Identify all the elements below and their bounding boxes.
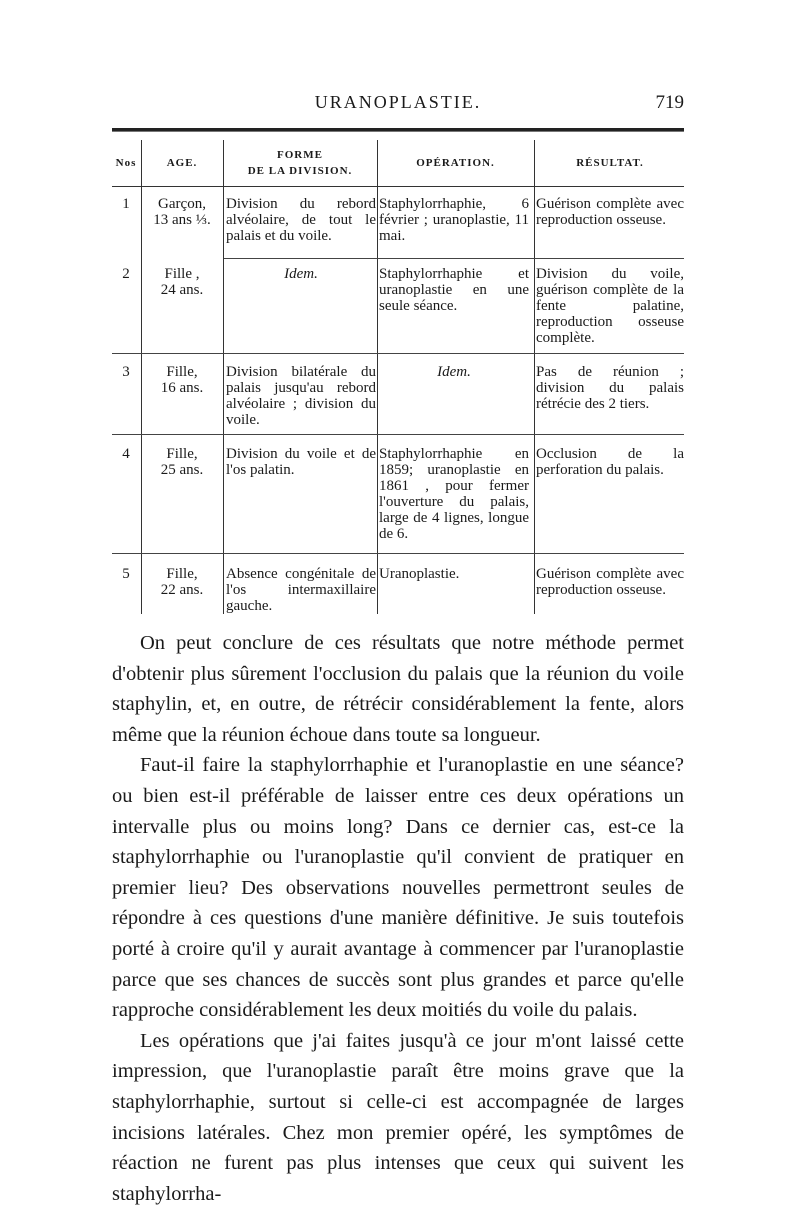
- header-form-line2: DE LA DIVISION.: [247, 165, 353, 177]
- row-result: Division du voile, guérison complète de la fente palatine, reproduction osseuse complète.: [536, 266, 684, 346]
- table-row: [112, 566, 684, 616]
- row-rule: [112, 553, 684, 554]
- age-line: Fille,: [166, 566, 198, 582]
- header-result: RÉSULTAT.: [576, 157, 644, 169]
- row-operation: Uranoplastie.: [379, 566, 460, 582]
- table-row: [112, 266, 684, 352]
- paragraph: On peut conclure de ces résultats que notre méthode permet d'obtenir plus sûrement l'occlusion du palais que la réunion du voile staphylin, et, en outre, de rétrécir considérablement la fente, alors même que la réunion échoue dans toute sa longueur.: [112, 632, 684, 746]
- row-number: 3: [122, 364, 130, 380]
- row-number: 1: [122, 196, 130, 212]
- row-number: 5: [122, 566, 130, 582]
- results-table: [112, 140, 684, 614]
- row-result: Occlusion de la perforation du palais.: [536, 446, 684, 478]
- row-number: 2: [122, 266, 130, 282]
- row-operation: Staphylorrhaphie, 6 février ; uranoplastie, 11 mai.: [379, 196, 529, 244]
- header-form-line1: FORME: [277, 149, 323, 161]
- row-age: [142, 566, 222, 598]
- header-rule: [112, 128, 684, 132]
- row-age: [142, 364, 222, 396]
- row-result: Guérison complète avec reproduction osseuse.: [536, 196, 684, 228]
- body-text: [112, 628, 684, 1209]
- header-age: AGE.: [166, 157, 198, 169]
- row-form: Division du rebord alvéolaire, de tout le palais et du voile.: [226, 196, 376, 244]
- header-form: [224, 140, 376, 186]
- row-operation: Staphylorrhaphie en 1859; uranoplastie en 1861 , pour fermer l'ouverture du palais, large de 4 lignes, longue de 6.: [379, 446, 529, 542]
- age-line: 24 ans.: [160, 282, 204, 298]
- age-line: Fille ,: [164, 266, 200, 282]
- table-row: [112, 364, 684, 434]
- row-age: [142, 266, 222, 298]
- header-operation: OPÉRATION.: [416, 157, 495, 169]
- row-rule: [224, 258, 684, 259]
- row-age: [142, 446, 222, 478]
- row-form: Division bilatérale du palais jusqu'au rebord alvéolaire ; division du voile.: [226, 364, 376, 428]
- row-form: Division du voile et de l'os palatin.: [226, 446, 376, 478]
- paragraph: Les opérations que j'ai faites jusqu'à ce jour m'ont laissé cette impression, que l'uranoplastie paraît être moins grave que la staphylorrhaphie, surtout si celle-ci est accompagnée de larges incisions latérales. Chez mon premier opéré, les symptômes de réaction ne furent pas plus intenses que ceux qui suivent les staphylorrha-: [112, 1029, 684, 1205]
- table-row: [112, 446, 684, 550]
- age-line: 16 ans.: [160, 380, 204, 396]
- table-header: [112, 140, 684, 187]
- paragraph: Faut-il faire la staphylorrhaphie et l'uranoplastie en une séance? ou bien est-il préférable de laisser entre ces deux opérations un intervalle plus ou moins long? Dans ce dernier cas, est-ce la staphylorrhaphie ou l'uranoplastie qu'il convient de pratiquer en premier lieu? Des observations nouvelles permettront seules de répondre à ces questions d'une manière définitive. Je suis toutefois porté à croire qu'il y aurait avantage à commencer par l'uranoplastie parce que ses chances de succès sont plus grandes et parce qu'elle rapproche considérablement les deux moitiés du voile du palais.: [112, 754, 684, 1022]
- table-row: [112, 196, 684, 256]
- age-line: 13 ans ⅓.: [153, 212, 211, 228]
- row-result: Guérison complète avec reproduction osseuse.: [536, 566, 684, 598]
- row-age: [142, 196, 222, 228]
- row-form: Absence congénitale de l'os intermaxillaire gauche.: [226, 566, 376, 614]
- running-title: URANOPLASTIE.: [314, 92, 482, 112]
- row-rule: [112, 353, 684, 354]
- page-number: 719: [655, 92, 684, 113]
- age-line: Fille,: [166, 446, 198, 462]
- row-result: Pas de réunion ; division du palais rétrécie des 2 tiers.: [536, 364, 684, 412]
- row-form: Idem.: [284, 266, 318, 282]
- age-line: Garçon,: [158, 196, 206, 212]
- age-line: Fille,: [166, 364, 198, 380]
- row-number: 4: [122, 446, 130, 462]
- age-line: 22 ans.: [160, 582, 204, 598]
- header-number: Nos: [115, 157, 137, 169]
- age-line: 25 ans.: [160, 462, 204, 478]
- row-operation: Idem.: [437, 364, 471, 380]
- row-operation: Staphylorrhaphie et uranoplastie en une seule séance.: [379, 266, 529, 314]
- running-head: [112, 92, 684, 118]
- row-rule: [112, 434, 684, 435]
